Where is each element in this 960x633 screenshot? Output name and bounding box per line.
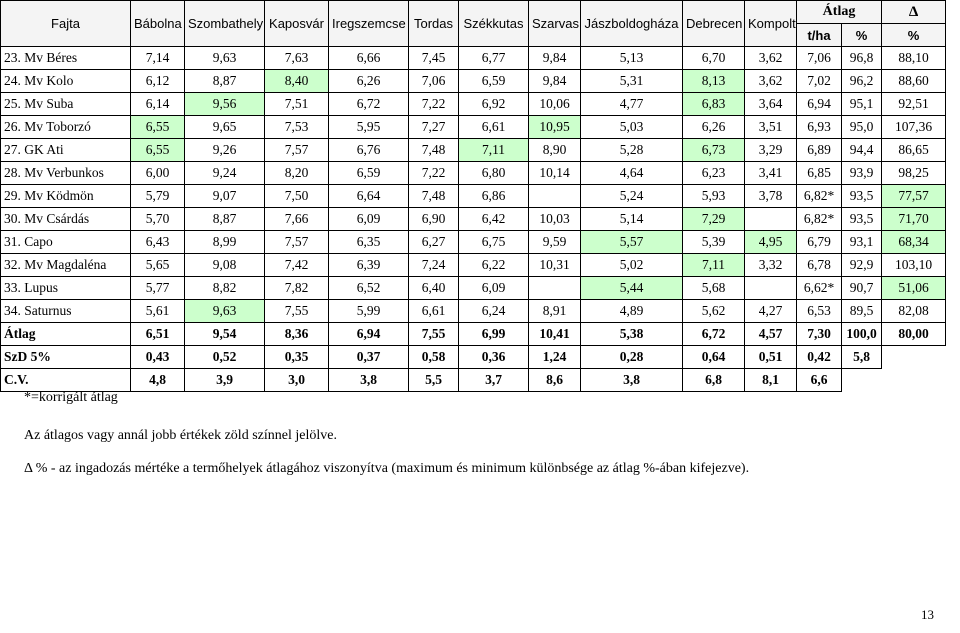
summary-value-cell: 3,9 xyxy=(185,369,265,392)
site-yield-cell: 7,66 xyxy=(265,208,329,231)
site-yield-cell: 5,39 xyxy=(683,231,745,254)
site-yield-cell: 6,26 xyxy=(329,70,409,93)
site-yield-cell: 5,65 xyxy=(131,254,185,277)
delta-percent-cell: 88,10 xyxy=(882,47,946,70)
summary-value-cell: 0,35 xyxy=(265,346,329,369)
variety-name: 32. Mv Magdaléna xyxy=(1,254,131,277)
summary-average-cell: 6,6 xyxy=(797,369,842,392)
site-yield-cell xyxy=(529,277,581,300)
average-yield-cell: 7,06 xyxy=(797,47,842,70)
site-yield-cell: 8,13 xyxy=(683,70,745,93)
site-yield-cell: 3,62 xyxy=(745,47,797,70)
delta-percent-cell: 71,70 xyxy=(882,208,946,231)
site-yield-cell: 7,45 xyxy=(409,47,459,70)
average-yield-cell: 6,62* xyxy=(797,277,842,300)
average-percent-cell: 93,9 xyxy=(842,162,882,185)
site-yield-cell: 6,55 xyxy=(131,116,185,139)
site-yield-cell: 6,40 xyxy=(409,277,459,300)
site-yield-cell: 7,57 xyxy=(265,231,329,254)
table-row xyxy=(1,116,946,139)
site-yield-cell: 5,03 xyxy=(581,116,683,139)
delta-percent-cell: 82,08 xyxy=(882,300,946,323)
summary-label: SzD 5% xyxy=(1,346,131,369)
summary-value-cell: 3,0 xyxy=(265,369,329,392)
average-yield-cell: 6,85 xyxy=(797,162,842,185)
summary-label: Átlag xyxy=(1,323,131,346)
summary-value-cell: 5,5 xyxy=(409,369,459,392)
site-yield-cell: 8,82 xyxy=(185,277,265,300)
site-yield-cell: 6,35 xyxy=(329,231,409,254)
delta-percent-cell: 92,51 xyxy=(882,93,946,116)
summary-delta-cell xyxy=(882,346,946,369)
note-corrected-average: *=korrigált átlag xyxy=(24,390,118,405)
summary-value-cell: 0,43 xyxy=(131,346,185,369)
table-row xyxy=(1,139,946,162)
site-yield-cell: 5,62 xyxy=(683,300,745,323)
summary-value-cell: 6,8 xyxy=(683,369,745,392)
site-yield-cell: 6,09 xyxy=(329,208,409,231)
site-yield-cell: 5,68 xyxy=(683,277,745,300)
header-atlag-unit: t/ha xyxy=(797,24,842,47)
site-yield-cell: 7,82 xyxy=(265,277,329,300)
site-yield-cell: 5,28 xyxy=(581,139,683,162)
table-row xyxy=(1,185,946,208)
site-yield-cell: 6,00 xyxy=(131,162,185,185)
variety-name: 29. Mv Ködmön xyxy=(1,185,131,208)
site-yield-cell: 5,70 xyxy=(131,208,185,231)
site-yield-cell: 7,55 xyxy=(265,300,329,323)
site-yield-cell: 9,65 xyxy=(185,116,265,139)
summary-value-cell: 0,51 xyxy=(745,346,797,369)
site-yield-cell: 6,72 xyxy=(329,93,409,116)
summary-value-cell: 8,1 xyxy=(745,369,797,392)
summary-value-cell: 0,36 xyxy=(459,346,529,369)
site-yield-cell: 8,90 xyxy=(529,139,581,162)
summary-value-cell: 6,72 xyxy=(683,323,745,346)
site-yield-cell: 6,76 xyxy=(329,139,409,162)
note-delta-definition: Δ % - az ingadozás mértéke a termőhelyek átlagához viszonyítva (maximum és minimum különbsége az átlag %-ában kifejezve). xyxy=(24,461,750,476)
variety-name: 34. Saturnus xyxy=(1,300,131,323)
site-yield-cell: 6,61 xyxy=(459,116,529,139)
summary-value-cell: 0,28 xyxy=(581,346,683,369)
site-yield-cell: 4,27 xyxy=(745,300,797,323)
site-yield-cell: 6,83 xyxy=(683,93,745,116)
site-yield-cell: 8,20 xyxy=(265,162,329,185)
site-yield-cell: 5,02 xyxy=(581,254,683,277)
site-yield-cell: 6,75 xyxy=(459,231,529,254)
header-delta: Δ xyxy=(882,1,946,24)
variety-name: 31. Capo xyxy=(1,231,131,254)
page-number: 13 xyxy=(921,607,934,622)
site-yield-cell: 8,40 xyxy=(265,70,329,93)
header-atlag: Átlag xyxy=(797,1,882,24)
site-yield-cell: 6,73 xyxy=(683,139,745,162)
site-yield-cell: 6,52 xyxy=(329,277,409,300)
summary-value-cell: 3,8 xyxy=(581,369,683,392)
summary-value-cell: 3,7 xyxy=(459,369,529,392)
site-yield-cell: 6,26 xyxy=(683,116,745,139)
site-yield-cell: 9,63 xyxy=(185,300,265,323)
site-yield-cell: 6,12 xyxy=(131,70,185,93)
summary-value-cell: 8,6 xyxy=(529,369,581,392)
site-yield-cell: 7,06 xyxy=(409,70,459,93)
site-yield-cell: 10,31 xyxy=(529,254,581,277)
summary-value-cell: 8,36 xyxy=(265,323,329,346)
site-yield-cell xyxy=(529,185,581,208)
table-row xyxy=(1,70,946,93)
site-yield-cell: 7,63 xyxy=(265,47,329,70)
site-yield-cell: 8,91 xyxy=(529,300,581,323)
summary-average-cell: 0,42 xyxy=(797,346,842,369)
site-yield-cell: 3,78 xyxy=(745,185,797,208)
delta-percent-cell: 51,06 xyxy=(882,277,946,300)
variety-name: 27. GK Ati xyxy=(1,139,131,162)
site-yield-cell: 6,66 xyxy=(329,47,409,70)
summary-average-cell: 7,30 xyxy=(797,323,842,346)
summary-value-cell: 0,64 xyxy=(683,346,745,369)
table-row xyxy=(1,231,946,254)
summary-row xyxy=(1,346,946,369)
summary-label: C.V. xyxy=(1,369,131,392)
header-site: Jászboldogháza xyxy=(581,1,683,47)
site-yield-cell: 9,84 xyxy=(529,47,581,70)
site-yield-cell: 9,63 xyxy=(185,47,265,70)
site-yield-cell: 5,79 xyxy=(131,185,185,208)
average-yield-cell: 6,89 xyxy=(797,139,842,162)
site-yield-cell: 6,90 xyxy=(409,208,459,231)
site-yield-cell: 10,06 xyxy=(529,93,581,116)
site-yield-cell: 7,22 xyxy=(409,93,459,116)
header-site: Tordas xyxy=(409,1,459,47)
site-yield-cell: 8,87 xyxy=(185,208,265,231)
average-yield-cell: 6,82* xyxy=(797,185,842,208)
site-yield-cell: 10,95 xyxy=(529,116,581,139)
site-yield-cell: 5,14 xyxy=(581,208,683,231)
delta-percent-cell: 88,60 xyxy=(882,70,946,93)
site-yield-cell: 6,61 xyxy=(409,300,459,323)
summary-row xyxy=(1,323,946,346)
site-yield-cell: 6,59 xyxy=(459,70,529,93)
header-site: Iregszemcse xyxy=(329,1,409,47)
header-site: Kaposvár xyxy=(265,1,329,47)
summary-value-cell: 7,55 xyxy=(409,323,459,346)
site-yield-cell: 6,39 xyxy=(329,254,409,277)
site-yield-cell: 6,14 xyxy=(131,93,185,116)
delta-percent-cell: 86,65 xyxy=(882,139,946,162)
variety-name: 25. Mv Suba xyxy=(1,93,131,116)
average-yield-cell: 6,79 xyxy=(797,231,842,254)
site-yield-cell: 7,27 xyxy=(409,116,459,139)
site-yield-cell: 7,42 xyxy=(265,254,329,277)
site-yield-cell: 4,95 xyxy=(745,231,797,254)
site-yield-cell: 8,87 xyxy=(185,70,265,93)
site-yield-cell: 6,23 xyxy=(683,162,745,185)
summary-percent-cell xyxy=(842,369,882,392)
summary-value-cell: 9,54 xyxy=(185,323,265,346)
site-yield-cell xyxy=(745,277,797,300)
site-yield-cell: 6,27 xyxy=(409,231,459,254)
average-percent-cell: 94,4 xyxy=(842,139,882,162)
site-yield-cell: 6,59 xyxy=(329,162,409,185)
summary-value-cell: 3,8 xyxy=(329,369,409,392)
table-row xyxy=(1,300,946,323)
summary-value-cell: 0,58 xyxy=(409,346,459,369)
header-row xyxy=(1,1,946,24)
average-percent-cell: 96,2 xyxy=(842,70,882,93)
site-yield-cell xyxy=(745,208,797,231)
summary-delta-cell xyxy=(882,369,946,392)
site-yield-cell: 7,14 xyxy=(131,47,185,70)
site-yield-cell: 7,22 xyxy=(409,162,459,185)
site-yield-cell: 7,24 xyxy=(409,254,459,277)
average-percent-cell: 90,7 xyxy=(842,277,882,300)
header-atlag-pct: % xyxy=(842,24,882,47)
summary-value-cell: 1,24 xyxy=(529,346,581,369)
site-yield-cell: 4,64 xyxy=(581,162,683,185)
summary-row xyxy=(1,369,946,392)
table-row xyxy=(1,162,946,185)
site-yield-cell: 7,51 xyxy=(265,93,329,116)
header-site: Kompolt xyxy=(745,1,797,47)
average-yield-cell: 6,82* xyxy=(797,208,842,231)
table-row xyxy=(1,47,946,70)
delta-percent-cell: 68,34 xyxy=(882,231,946,254)
site-yield-cell: 5,57 xyxy=(581,231,683,254)
average-percent-cell: 96,8 xyxy=(842,47,882,70)
site-yield-cell: 9,08 xyxy=(185,254,265,277)
summary-value-cell: 6,51 xyxy=(131,323,185,346)
site-yield-cell: 7,48 xyxy=(409,139,459,162)
average-yield-cell: 6,53 xyxy=(797,300,842,323)
average-percent-cell: 93,5 xyxy=(842,185,882,208)
variety-name: 30. Mv Csárdás xyxy=(1,208,131,231)
summary-value-cell: 0,37 xyxy=(329,346,409,369)
summary-value-cell: 6,94 xyxy=(329,323,409,346)
summary-value-cell: 0,52 xyxy=(185,346,265,369)
note-green-highlight: Az átlagos vagy annál jobb értékek zöld színnel jelölve. xyxy=(24,428,337,443)
site-yield-cell: 5,13 xyxy=(581,47,683,70)
site-yield-cell: 5,31 xyxy=(581,70,683,93)
site-yield-cell: 5,44 xyxy=(581,277,683,300)
header-delta-pct: % xyxy=(882,24,946,47)
site-yield-cell: 6,42 xyxy=(459,208,529,231)
site-yield-cell: 3,32 xyxy=(745,254,797,277)
average-percent-cell: 93,5 xyxy=(842,208,882,231)
delta-percent-cell: 107,36 xyxy=(882,116,946,139)
average-percent-cell: 95,1 xyxy=(842,93,882,116)
table-body xyxy=(1,47,946,392)
site-yield-cell: 10,14 xyxy=(529,162,581,185)
site-yield-cell: 9,26 xyxy=(185,139,265,162)
table-row xyxy=(1,208,946,231)
site-yield-cell: 7,11 xyxy=(683,254,745,277)
header-site: Szarvas xyxy=(529,1,581,47)
summary-value-cell: 4,8 xyxy=(131,369,185,392)
site-yield-cell: 3,29 xyxy=(745,139,797,162)
site-yield-cell: 10,03 xyxy=(529,208,581,231)
variety-name: 33. Lupus xyxy=(1,277,131,300)
site-yield-cell: 5,24 xyxy=(581,185,683,208)
site-yield-cell: 6,92 xyxy=(459,93,529,116)
site-yield-cell: 7,48 xyxy=(409,185,459,208)
site-yield-cell: 5,61 xyxy=(131,300,185,323)
site-yield-cell: 7,11 xyxy=(459,139,529,162)
site-yield-cell: 6,43 xyxy=(131,231,185,254)
site-yield-cell: 6,24 xyxy=(459,300,529,323)
site-yield-cell: 6,70 xyxy=(683,47,745,70)
average-percent-cell: 93,1 xyxy=(842,231,882,254)
header-site: Székkutas xyxy=(459,1,529,47)
average-yield-cell: 6,78 xyxy=(797,254,842,277)
site-yield-cell: 9,84 xyxy=(529,70,581,93)
site-yield-cell: 6,80 xyxy=(459,162,529,185)
header-fajta: Fajta xyxy=(1,1,131,47)
average-percent-cell: 89,5 xyxy=(842,300,882,323)
site-yield-cell: 7,29 xyxy=(683,208,745,231)
average-yield-cell: 7,02 xyxy=(797,70,842,93)
delta-percent-cell: 98,25 xyxy=(882,162,946,185)
summary-delta-cell: 80,00 xyxy=(882,323,946,346)
site-yield-cell: 9,07 xyxy=(185,185,265,208)
site-yield-cell: 5,99 xyxy=(329,300,409,323)
header-site: Debrecen xyxy=(683,1,745,47)
site-yield-cell: 5,95 xyxy=(329,116,409,139)
site-yield-cell: 9,56 xyxy=(185,93,265,116)
variety-name: 28. Mv Verbunkos xyxy=(1,162,131,185)
site-yield-cell: 6,22 xyxy=(459,254,529,277)
site-yield-cell: 7,53 xyxy=(265,116,329,139)
summary-percent-cell: 100,0 xyxy=(842,323,882,346)
header-site: Szombathely xyxy=(185,1,265,47)
site-yield-cell: 9,24 xyxy=(185,162,265,185)
summary-value-cell: 4,57 xyxy=(745,323,797,346)
delta-percent-cell: 77,57 xyxy=(882,185,946,208)
site-yield-cell: 6,09 xyxy=(459,277,529,300)
site-yield-cell: 3,41 xyxy=(745,162,797,185)
site-yield-cell: 7,50 xyxy=(265,185,329,208)
site-yield-cell: 4,89 xyxy=(581,300,683,323)
site-yield-cell: 7,57 xyxy=(265,139,329,162)
average-yield-cell: 6,94 xyxy=(797,93,842,116)
site-yield-cell: 8,99 xyxy=(185,231,265,254)
table-row xyxy=(1,254,946,277)
site-yield-cell: 3,51 xyxy=(745,116,797,139)
average-percent-cell: 95,0 xyxy=(842,116,882,139)
summary-value-cell: 5,38 xyxy=(581,323,683,346)
variety-name: 23. Mv Béres xyxy=(1,47,131,70)
table-row xyxy=(1,277,946,300)
site-yield-cell: 6,64 xyxy=(329,185,409,208)
site-yield-cell: 5,93 xyxy=(683,185,745,208)
site-yield-cell: 9,59 xyxy=(529,231,581,254)
site-yield-cell: 3,62 xyxy=(745,70,797,93)
table-row xyxy=(1,93,946,116)
site-yield-cell: 6,55 xyxy=(131,139,185,162)
summary-value-cell: 10,41 xyxy=(529,323,581,346)
site-yield-cell: 3,64 xyxy=(745,93,797,116)
summary-value-cell: 6,99 xyxy=(459,323,529,346)
site-yield-cell: 4,77 xyxy=(581,93,683,116)
summary-percent-cell: 5,8 xyxy=(842,346,882,369)
average-yield-cell: 6,93 xyxy=(797,116,842,139)
variety-name: 24. Mv Kolo xyxy=(1,70,131,93)
site-yield-cell: 6,86 xyxy=(459,185,529,208)
site-yield-cell: 6,77 xyxy=(459,47,529,70)
site-yield-cell: 5,77 xyxy=(131,277,185,300)
header-site: Bábolna xyxy=(131,1,185,47)
delta-percent-cell: 103,10 xyxy=(882,254,946,277)
variety-name: 26. Mv Toborzó xyxy=(1,116,131,139)
average-percent-cell: 92,9 xyxy=(842,254,882,277)
